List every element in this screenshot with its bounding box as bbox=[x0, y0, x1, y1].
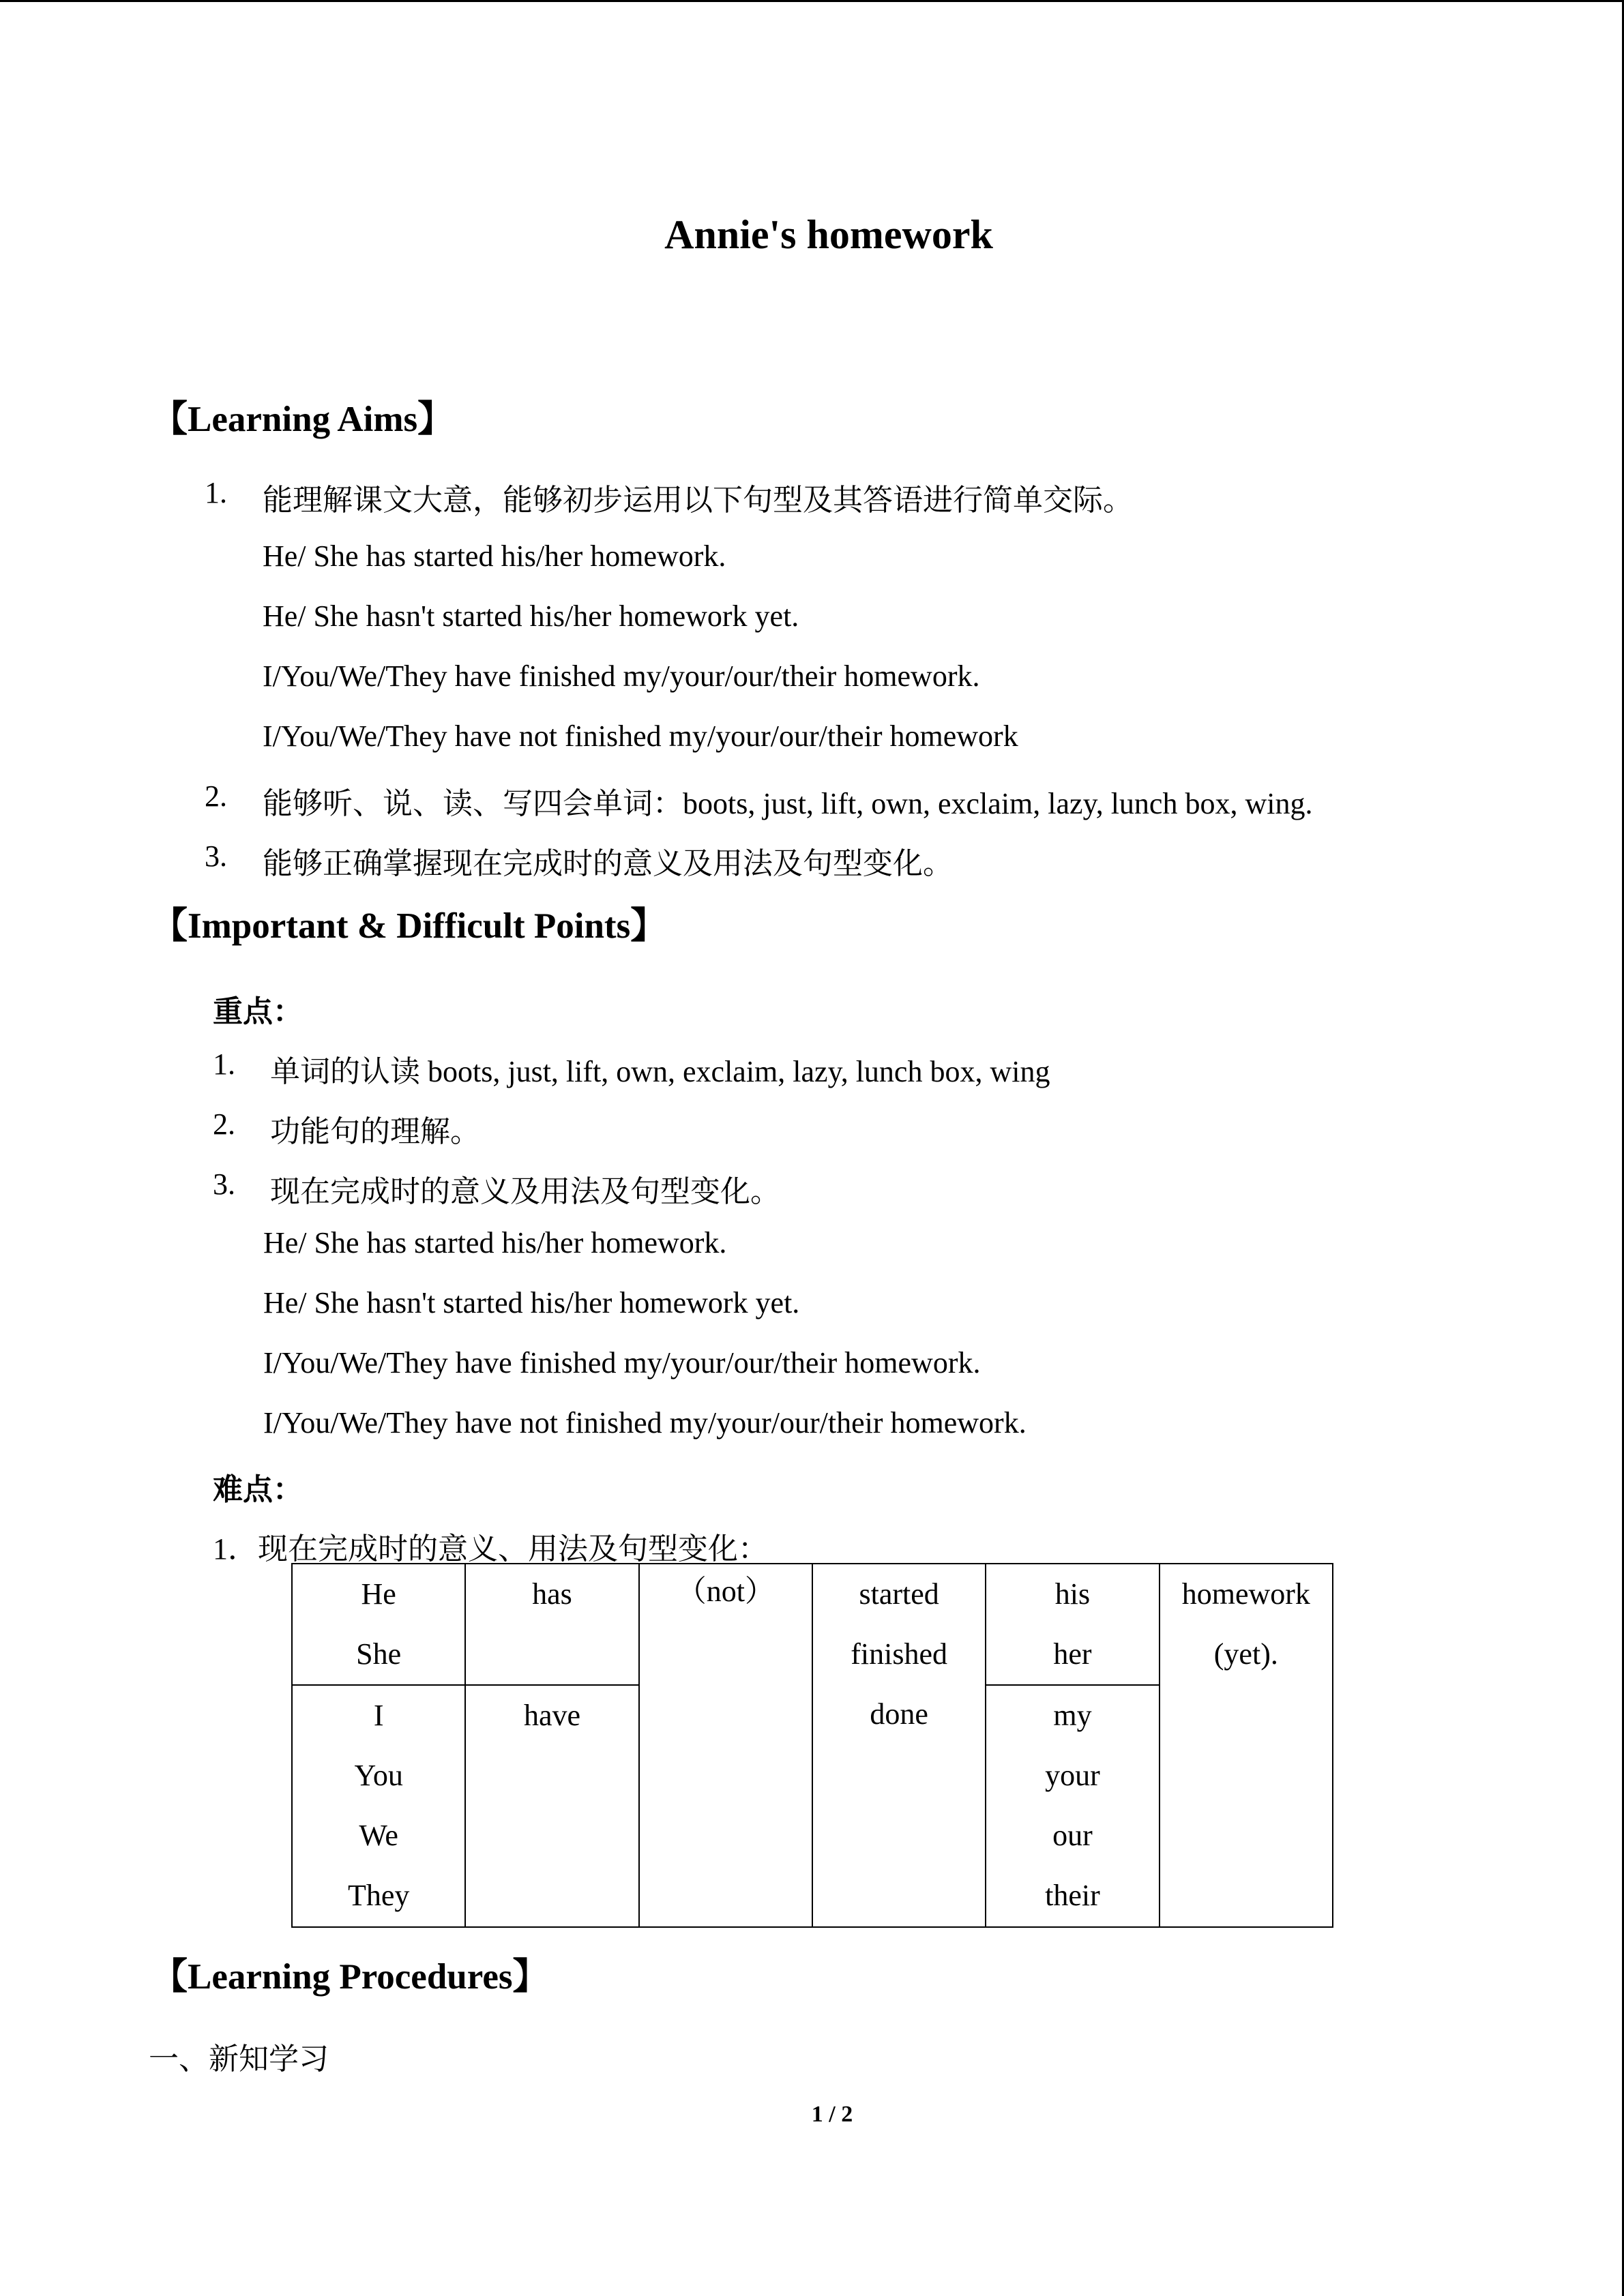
aims-item-3-text: 能够正确掌握现在完成时的意义及用法及句型变化。 bbox=[263, 847, 953, 880]
aims-item-1-number: 1. bbox=[205, 476, 227, 509]
points-heading: 【Important & Difficult Points】 bbox=[151, 906, 667, 946]
key-points-label: 重点： bbox=[213, 995, 303, 1028]
page-number: 1 / 2 bbox=[811, 2102, 853, 2127]
subject: You bbox=[354, 1759, 403, 1792]
key-point-sentence: He/ She has started his/her homework. bbox=[263, 1226, 727, 1259]
possessive: our bbox=[1052, 1819, 1093, 1852]
key-point-sentence: I/You/We/They have finished my/your/our/their homework. bbox=[263, 1346, 981, 1380]
aims-item-2-number: 2. bbox=[205, 779, 227, 813]
page-border-top bbox=[0, 0, 1624, 2]
aims-item-3-number: 3. bbox=[205, 839, 227, 873]
learning-procedures-heading: 【Learning Procedures】 bbox=[151, 1957, 549, 1997]
negation-cell bbox=[639, 1564, 812, 1927]
possessive: his bbox=[1054, 1577, 1091, 1611]
object: homework bbox=[1181, 1577, 1310, 1611]
participle: finished bbox=[851, 1637, 948, 1671]
learning-aims-heading: 【Learning Aims】 bbox=[151, 400, 454, 439]
negation: （not） bbox=[676, 1575, 775, 1608]
possessive-cell-singular bbox=[986, 1564, 1159, 1685]
object: (yet). bbox=[1213, 1637, 1278, 1671]
difficult-points-label: 难点： bbox=[213, 1473, 303, 1506]
subject: He bbox=[361, 1577, 396, 1611]
subject: They bbox=[347, 1879, 410, 1912]
key-point-number: 3. bbox=[213, 1167, 235, 1201]
procedure-item: 一、新知学习 bbox=[149, 2042, 329, 2076]
aims-sentence: He/ She hasn't started his/her homework yet. bbox=[263, 599, 799, 633]
auxiliary-cell-plural bbox=[465, 1685, 638, 1927]
subject: We bbox=[359, 1819, 398, 1852]
possessive: your bbox=[1045, 1759, 1100, 1792]
possessive: their bbox=[1045, 1879, 1100, 1912]
aims-sentence: I/You/We/They have finished my/your/our/their homework. bbox=[263, 659, 980, 693]
difficult-point-item: 1．现在完成时的意义、用法及句型变化： bbox=[213, 1532, 768, 1566]
aims-item-2-text: 能够听、说、读、写四会单词：boots, just, lift, own, exclaim, lazy, lunch box, wing. bbox=[263, 787, 1313, 820]
subject: I bbox=[373, 1699, 384, 1732]
key-point-text: 功能句的理解。 bbox=[270, 1115, 480, 1148]
possessive-cell-plural bbox=[986, 1685, 1159, 1927]
possessive: my bbox=[1053, 1699, 1092, 1732]
auxiliary: have bbox=[523, 1699, 581, 1732]
aims-item-1-text: 能理解课文大意，能够初步运用以下句型及其答语进行简单交际。 bbox=[263, 483, 1133, 517]
key-point-number: 2. bbox=[213, 1107, 235, 1141]
participle: started bbox=[859, 1577, 939, 1611]
key-point-text: 现在完成时的意义及用法及句型变化。 bbox=[270, 1175, 780, 1208]
object-cell bbox=[1160, 1564, 1333, 1927]
key-point-text: 单词的认读 boots, just, lift, own, exclaim, lazy, lunch box, wing bbox=[270, 1055, 1050, 1088]
key-point-sentence: He/ She hasn't started his/her homework yet. bbox=[263, 1286, 800, 1320]
participle: done bbox=[870, 1697, 928, 1731]
participle-cell bbox=[812, 1564, 986, 1927]
aims-sentence: He/ She has started his/her homework. bbox=[263, 539, 726, 573]
key-point-sentence: I/You/We/They have not finished my/your/our/their homework. bbox=[263, 1406, 1027, 1440]
auxiliary: has bbox=[532, 1577, 572, 1611]
grammar-table bbox=[291, 1563, 1333, 1928]
subject-cell-plural bbox=[292, 1685, 465, 1927]
subject: She bbox=[356, 1637, 402, 1671]
page-title: Annie's homework bbox=[664, 212, 993, 257]
aims-sentence: I/You/We/They have not finished my/your/our/their homework bbox=[263, 719, 1018, 753]
possessive: her bbox=[1053, 1637, 1092, 1671]
auxiliary-cell-singular bbox=[465, 1564, 638, 1685]
subject-cell-singular bbox=[292, 1564, 465, 1685]
key-point-number: 1. bbox=[213, 1047, 235, 1081]
